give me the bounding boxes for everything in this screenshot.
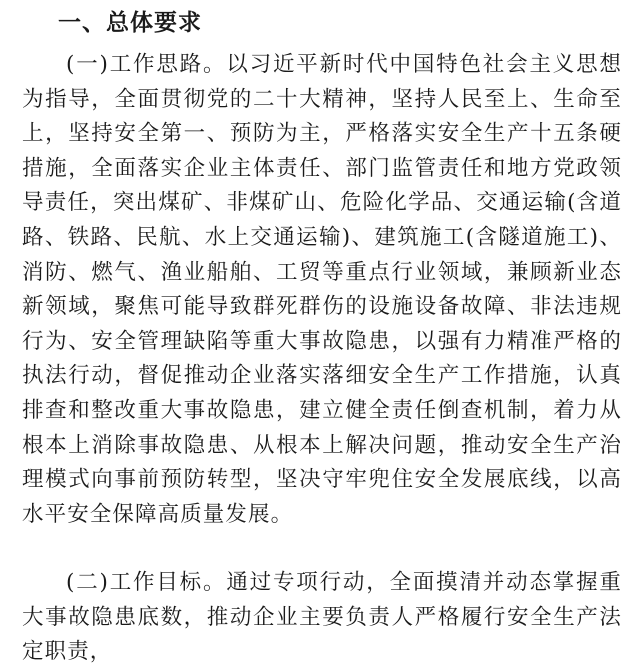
paragraph-work-goals: (二)工作目标。通过专项行动，全面摸清并动态掌握重大事故隐患底数，推动企业主要负责人严格履行安全生产法定职责， bbox=[22, 570, 622, 665]
paragraph-work-approach: (一)工作思路。以习近平新时代中国特色社会主义思想为指导，全面贯彻党的二十大精神，坚持人民至上、生命至上，坚持安全第一、预防为主，严格落实安全生产十五条硬措施，全面落实企业主体责任、部门监管责任和地方党政领导责任，突出煤矿、非煤矿山、危险化学品、交通运输(含道路、铁路、民航、水上交通运输)、建筑施工(含隧道施工)、消防、燃气、渔业船舶、工贸等重点行业领域，兼顾新业态新领域，聚焦可能导致群死群伤的设施设备故障、非法违规行为、安全管理缺陷等重大事故隐患，以强有力精准严格的执法行动，督促推动企业落实落细安全生产工作措施，认真排查和整改重大事故隐患，建立健全责任倒查机制，着力从根本上消除事故隐患、从根本上解决问题，推动安全生产治理模式向事前预防转型，坚决守牢兜住安全发展底线，以高水平安全保障高质量发展。 bbox=[22, 52, 622, 527]
section-heading: 一、总体要求 bbox=[58, 10, 202, 36]
